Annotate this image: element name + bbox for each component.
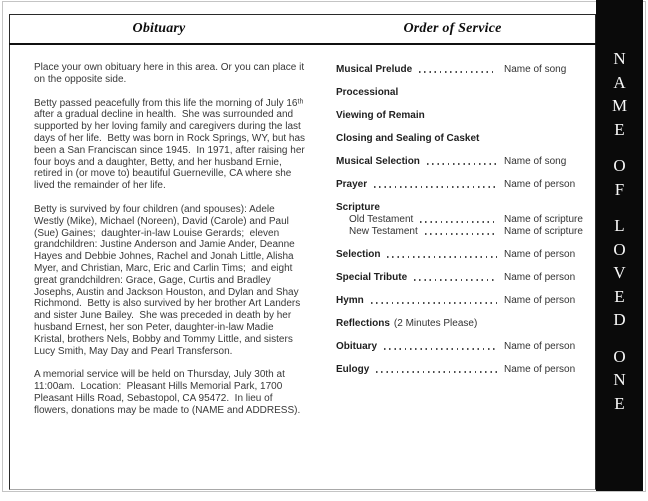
dotted-leader (427, 163, 497, 165)
service-item-processional (336, 86, 588, 99)
service-item-label: Selection (336, 249, 381, 260)
service-item-obituary (336, 340, 588, 353)
band-word-of: OF (613, 156, 626, 199)
service-item-value: Name of person (504, 364, 576, 375)
service-item-label: Obituary (336, 341, 378, 352)
service-item-reflections (336, 317, 588, 330)
service-item-label: Special Tribute (336, 272, 408, 283)
obituary-paragraph: Betty is survived by four children (and spouses): Adele Westly (Mike), Michael (Noreen), David (Carole) and Paul (Sue) Gaines; daughter-in-law Louise Gerards; eleven grandchildren: Justine Anderson and Jamie Ander, Deanne Hayes and Debbie Johnes, Rachel and Jonah Little, Alisha Myer, and Christian, Marc, Eric and Carlin Tims; and eight great grandchildren: Grace, Gage, Curtis and Bradley Josephs, Austin and Jackson Houston, and Dylan and Shay Richmond. Betty is also survived by her brother Art Landers and sister June Bailey. She was preceded in death by her husband Ernest, her son Peter, daughter-in-law Madie Kristal, brothers Nels, Bobby and Tommy Little, and sisters Lucy Smith, May Day and Pearl Transferson. (34, 203, 304, 357)
service-item-value: Name of scripture (504, 226, 583, 237)
service-item-label: Reflections (336, 318, 390, 329)
service-item-value: Name of person (504, 179, 576, 190)
service-item-value: Name of song (504, 156, 567, 167)
dotted-leader (387, 256, 497, 258)
service-item-label: New Testament (349, 226, 418, 237)
band-word-one: ONE (613, 346, 626, 413)
service-item-new-testament (336, 226, 588, 238)
service-item-value: Name of person (504, 341, 576, 352)
service-item-note: (2 Minutes Please) (393, 318, 478, 329)
band-word-loved: LOVED (613, 216, 626, 329)
name-of-loved-one-band (596, 0, 643, 491)
service-item-special-tribute (336, 271, 588, 284)
service-item-label: Prayer (336, 179, 368, 190)
service-item-musical-prelude (336, 63, 588, 76)
service-item-label: Musical Selection (336, 156, 420, 167)
obituary-paragraph: Place your own obituary here in this area. Or you can place it on the opposite side. (34, 62, 307, 85)
service-item-label: Old Testament (349, 214, 414, 225)
header-divider (9, 43, 596, 45)
service-item-value: Name of scripture (504, 214, 583, 225)
dotted-leader (384, 348, 497, 350)
dotted-leader (425, 233, 497, 235)
dotted-leader (376, 371, 497, 373)
service-item-value: Name of person (504, 272, 576, 283)
band-word-name: NAME (611, 49, 628, 139)
order-of-service-section-title: Order of Service (403, 21, 502, 36)
service-item-label: Eulogy (336, 364, 370, 375)
service-item-eulogy (336, 363, 588, 376)
obituary-section-title: Obituary (132, 21, 186, 36)
dotted-leader (414, 279, 497, 281)
service-item-hymn (336, 294, 588, 307)
service-item-closing-and-sealing (336, 132, 588, 145)
order-of-service-column (336, 63, 588, 386)
service-item-label: Processional (336, 87, 399, 98)
service-item-selection (336, 248, 588, 261)
dotted-leader (420, 221, 497, 223)
service-item-scripture (336, 201, 588, 214)
obituary-paragraph: A memorial service will be held on Thursday, July 30th at 11:00am. Location: Pleasant Hills Memorial Park, 1700 Pleasant Hills Road, Sebastopol, CA 95472. In lieu of flowers, donations may be made to (NAME and ADDRESS). (34, 369, 301, 416)
service-item-viewing-of-remain (336, 109, 588, 122)
service-item-value: Name of person (504, 295, 576, 306)
dotted-leader (371, 302, 497, 304)
service-item-label: Viewing of Remain (336, 110, 425, 121)
dotted-leader (419, 71, 497, 73)
service-item-label: Closing and Sealing of Casket (336, 133, 480, 144)
service-item-value: Name of song (504, 64, 567, 75)
service-item-label: Hymn (336, 295, 364, 306)
service-item-old-testament (336, 214, 588, 226)
dotted-leader (374, 186, 497, 188)
obituary-paragraph: Betty passed peacefully from this life the morning of July 16ᵗʰ after a gradual decline in health. She was surrounded and supported by her loving family and caregivers during the last days of her life. Betty was born in Rock Springs, WY, but has been a San Franciscan since 1945. In 1971, after raising her four boys and a daughter, Betty, and her husband Ernie, retired in (or move to) beautiful Guerneville, CA where she lived the remainder of her life. (34, 97, 308, 192)
service-item-prayer (336, 178, 588, 191)
service-item-label: Musical Prelude (336, 64, 413, 75)
obituary-column (34, 62, 306, 429)
service-item-label: Scripture (336, 202, 380, 213)
service-item-value: Name of person (504, 249, 576, 260)
service-item-musical-selection (336, 155, 588, 168)
